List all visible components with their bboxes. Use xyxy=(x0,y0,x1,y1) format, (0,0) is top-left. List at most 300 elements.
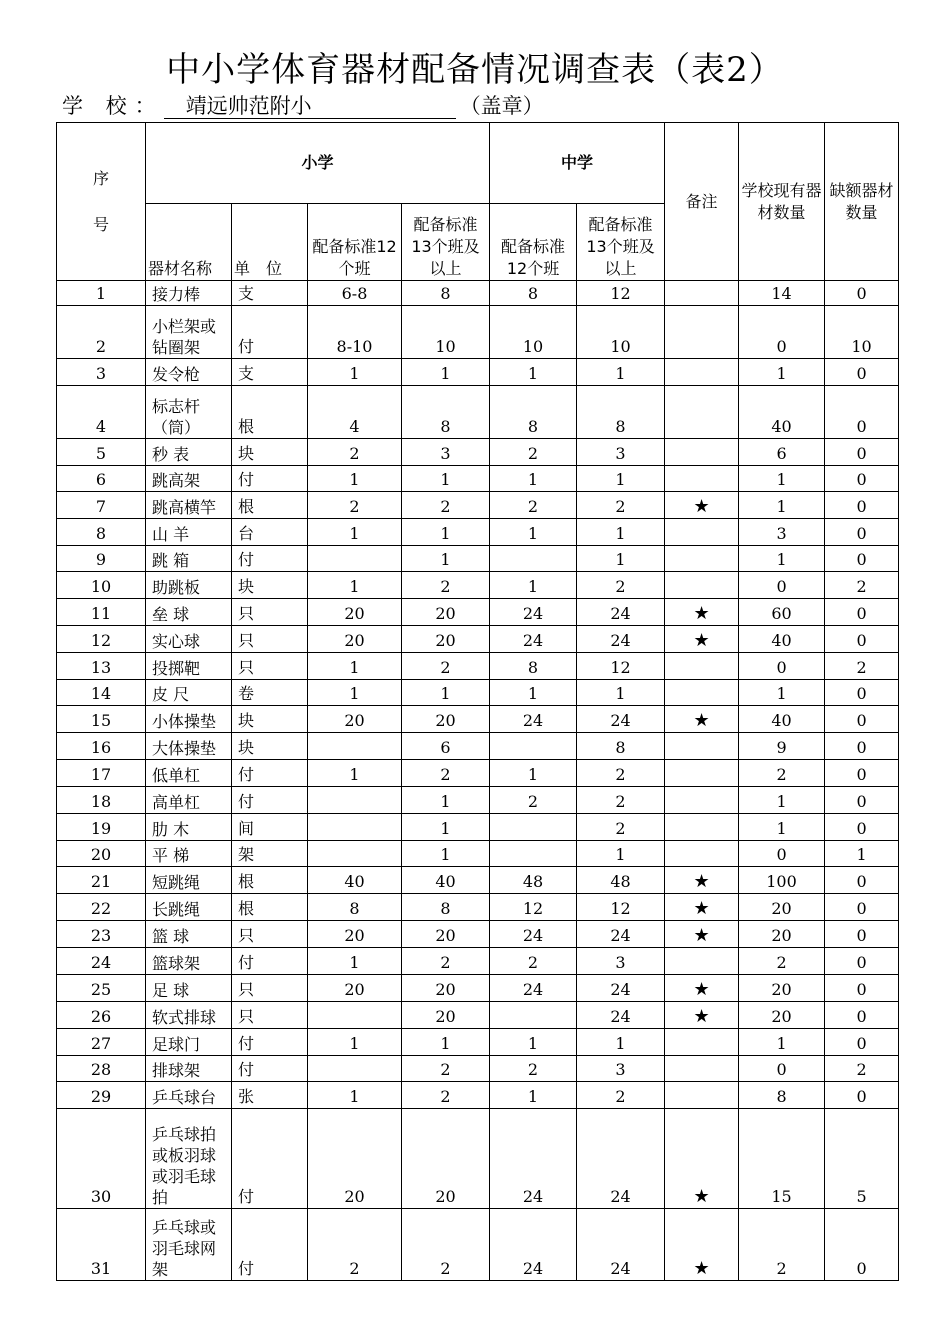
primary-std13-cell: 10 xyxy=(402,306,490,359)
existing-qty-cell: 0 xyxy=(739,653,825,680)
middle-std12-cell: 2 xyxy=(490,1056,577,1082)
middle-std13-cell: 24 xyxy=(577,1209,665,1281)
equipment-table xyxy=(56,122,899,1281)
existing-header: 学校现有器材数量 xyxy=(739,123,825,281)
unit-cell: 付 xyxy=(232,1209,308,1281)
existing-qty-cell: 1 xyxy=(739,492,825,519)
shortage-qty-cell: 0 xyxy=(825,706,899,733)
middle-std12-header: 配备标准12个班 xyxy=(490,204,577,281)
seq-cell: 17 xyxy=(57,760,146,787)
table-row xyxy=(57,1002,899,1029)
existing-qty-cell: 20 xyxy=(739,921,825,948)
equipment-name-cell xyxy=(146,439,232,466)
remark-cell xyxy=(665,975,739,1002)
seq-cell: 4 xyxy=(57,386,146,439)
shortage-qty-cell: 0 xyxy=(825,599,899,626)
table-row xyxy=(57,546,899,572)
unit-cell: 只 xyxy=(232,975,308,1002)
table-row xyxy=(57,466,899,492)
unit-cell: 付 xyxy=(232,760,308,787)
shortage-qty-cell: 10 xyxy=(825,306,899,359)
primary-std12-cell: 2 xyxy=(308,492,402,519)
existing-qty-cell: 3 xyxy=(739,519,825,546)
remark-cell xyxy=(665,546,739,572)
middle-std12-cell xyxy=(490,546,577,572)
shortage-qty-cell: 0 xyxy=(825,921,899,948)
seq-cell: 15 xyxy=(57,706,146,733)
equipment-name-cell xyxy=(146,733,232,760)
middle-std13-cell: 2 xyxy=(577,1082,665,1109)
middle-std13-cell: 3 xyxy=(577,948,665,975)
equipment-name: 高单杠 xyxy=(152,793,201,812)
equipment-name-cell xyxy=(146,572,232,599)
middle-std12-cell: 1 xyxy=(490,359,577,386)
existing-qty-cell: 0 xyxy=(739,1056,825,1082)
existing-qty-cell: 8 xyxy=(739,1082,825,1109)
primary-std13-cell: 1 xyxy=(402,841,490,867)
equipment-name-cell xyxy=(146,787,232,814)
primary-std13-cell: 40 xyxy=(402,867,490,894)
equipment-name-cell xyxy=(146,867,232,894)
remark-cell xyxy=(665,386,739,439)
primary-std12-cell: 20 xyxy=(308,975,402,1002)
equipment-name: 跳 箱 xyxy=(152,551,190,570)
remark-cell xyxy=(665,1082,739,1109)
primary-std13-cell: 1 xyxy=(402,519,490,546)
primary-std12-cell xyxy=(308,1002,402,1029)
primary-std12-cell: 1 xyxy=(308,653,402,680)
unit-cell: 块 xyxy=(232,706,308,733)
middle-std12-cell: 2 xyxy=(490,787,577,814)
equipment-name: 跳高横竿 xyxy=(152,498,217,517)
remark-cell xyxy=(665,948,739,975)
unit-cell: 付 xyxy=(232,787,308,814)
seq-cell: 25 xyxy=(57,975,146,1002)
existing-qty-cell: 1 xyxy=(739,359,825,386)
seal-note: （盖章） xyxy=(459,94,544,118)
equipment-name: 小栏架或钻圈架 xyxy=(152,317,217,357)
primary-std13-cell: 8 xyxy=(402,386,490,439)
equipment-name: 软式排球 xyxy=(152,1008,217,1027)
middle-std12-cell: 1 xyxy=(490,572,577,599)
existing-qty-cell: 0 xyxy=(739,572,825,599)
shortage-qty-cell: 0 xyxy=(825,492,899,519)
remark-cell xyxy=(665,733,739,760)
shortage-qty-cell: 5 xyxy=(825,1109,899,1209)
primary-std13-cell: 1 xyxy=(402,680,490,706)
middle-std13-cell: 24 xyxy=(577,706,665,733)
existing-qty-cell: 0 xyxy=(739,306,825,359)
seq-cell: 3 xyxy=(57,359,146,386)
remark-cell xyxy=(665,519,739,546)
shortage-qty-cell: 0 xyxy=(825,733,899,760)
unit-cell: 块 xyxy=(232,572,308,599)
remark-cell xyxy=(665,760,739,787)
middle-std13-cell: 8 xyxy=(577,386,665,439)
primary-std13-cell: 2 xyxy=(402,492,490,519)
equipment-name: 发令枪 xyxy=(152,365,201,384)
middle-std13-cell: 24 xyxy=(577,975,665,1002)
primary-std12-cell: 6-8 xyxy=(308,281,402,306)
primary-header: 小学 xyxy=(146,123,490,204)
middle-std13-cell: 3 xyxy=(577,439,665,466)
primary-std13-cell: 8 xyxy=(402,894,490,921)
unit-cell: 张 xyxy=(232,1082,308,1109)
unit-cell: 根 xyxy=(232,386,308,439)
table-row xyxy=(57,760,899,787)
middle-std12-cell: 24 xyxy=(490,1209,577,1281)
equipment-name: 实心球 xyxy=(152,632,201,651)
shortage-qty-cell: 0 xyxy=(825,626,899,653)
equipment-name-cell xyxy=(146,1109,232,1209)
existing-qty-cell: 15 xyxy=(739,1109,825,1209)
middle-std13-cell: 24 xyxy=(577,626,665,653)
middle-std13-cell: 24 xyxy=(577,1002,665,1029)
primary-std13-cell: 20 xyxy=(402,1109,490,1209)
primary-std12-cell xyxy=(308,787,402,814)
middle-std13-cell: 1 xyxy=(577,519,665,546)
name-header: 器材名称 xyxy=(146,204,232,281)
shortage-qty-cell: 0 xyxy=(825,1082,899,1109)
equipment-name-cell xyxy=(146,680,232,706)
table-row xyxy=(57,706,899,733)
existing-qty-cell: 1 xyxy=(739,787,825,814)
equipment-name-cell xyxy=(146,1209,232,1281)
equipment-name: 小体操垫 xyxy=(152,712,217,731)
existing-qty-cell: 100 xyxy=(739,867,825,894)
existing-qty-cell: 20 xyxy=(739,894,825,921)
unit-header: 单 位 xyxy=(232,204,308,281)
equipment-name-cell xyxy=(146,281,232,306)
existing-qty-cell: 20 xyxy=(739,1002,825,1029)
primary-std12-cell: 1 xyxy=(308,572,402,599)
primary-std12-cell xyxy=(308,814,402,841)
remark-cell xyxy=(665,680,739,706)
shortage-qty-cell: 1 xyxy=(825,841,899,867)
table-row xyxy=(57,1109,899,1209)
remark-cell xyxy=(665,706,739,733)
unit-cell: 只 xyxy=(232,1002,308,1029)
primary-std13-cell: 1 xyxy=(402,814,490,841)
shortage-header: 缺额器材数量 xyxy=(825,123,899,281)
seq-cell: 8 xyxy=(57,519,146,546)
primary-std12-cell: 1 xyxy=(308,948,402,975)
equipment-name-cell xyxy=(146,492,232,519)
middle-std12-cell: 2 xyxy=(490,439,577,466)
primary-std13-cell: 2 xyxy=(402,1209,490,1281)
shortage-qty-cell: 0 xyxy=(825,1209,899,1281)
middle-std12-cell: 2 xyxy=(490,492,577,519)
remark-cell xyxy=(665,466,739,492)
remark-cell xyxy=(665,867,739,894)
middle-std13-cell: 2 xyxy=(577,787,665,814)
remark-header: 备注 xyxy=(665,123,739,281)
unit-cell: 架 xyxy=(232,841,308,867)
existing-qty-cell: 40 xyxy=(739,386,825,439)
equipment-name-cell xyxy=(146,1002,232,1029)
middle-std12-cell xyxy=(490,733,577,760)
star-icon: ★ xyxy=(693,871,710,892)
existing-qty-cell: 2 xyxy=(739,1209,825,1281)
unit-cell: 支 xyxy=(232,359,308,386)
seq-cell: 29 xyxy=(57,1082,146,1109)
equipment-name: 山 羊 xyxy=(152,525,190,544)
remark-cell xyxy=(665,841,739,867)
table-row xyxy=(57,626,899,653)
equipment-name: 长跳绳 xyxy=(152,900,201,919)
shortage-qty-cell: 0 xyxy=(825,386,899,439)
table-row xyxy=(57,281,899,306)
existing-qty-cell: 1 xyxy=(739,680,825,706)
unit-cell: 只 xyxy=(232,653,308,680)
primary-std13-cell: 20 xyxy=(402,921,490,948)
equipment-name-cell xyxy=(146,599,232,626)
unit-cell: 只 xyxy=(232,599,308,626)
seq-cell: 14 xyxy=(57,680,146,706)
middle-std13-cell: 3 xyxy=(577,1056,665,1082)
middle-std12-cell: 8 xyxy=(490,653,577,680)
existing-qty-cell: 2 xyxy=(739,760,825,787)
equipment-name-cell xyxy=(146,1082,232,1109)
middle-std13-cell: 1 xyxy=(577,680,665,706)
equipment-name: 短跳绳 xyxy=(152,873,201,892)
table-row xyxy=(57,306,899,359)
equipment-name: 投掷靶 xyxy=(152,659,201,678)
seq-cell: 26 xyxy=(57,1002,146,1029)
table-row xyxy=(57,867,899,894)
star-icon: ★ xyxy=(693,1258,710,1279)
equipment-name-cell xyxy=(146,546,232,572)
equipment-name-cell xyxy=(146,653,232,680)
table-row xyxy=(57,814,899,841)
middle-std12-cell: 1 xyxy=(490,519,577,546)
unit-cell: 根 xyxy=(232,492,308,519)
remark-cell xyxy=(665,626,739,653)
shortage-qty-cell: 0 xyxy=(825,359,899,386)
existing-qty-cell: 1 xyxy=(739,466,825,492)
remark-cell xyxy=(665,894,739,921)
existing-qty-cell: 9 xyxy=(739,733,825,760)
seq-cell: 2 xyxy=(57,306,146,359)
seq-cell: 11 xyxy=(57,599,146,626)
remark-cell xyxy=(665,1109,739,1209)
middle-std13-cell: 2 xyxy=(577,814,665,841)
existing-qty-cell: 2 xyxy=(739,948,825,975)
seq-cell: 10 xyxy=(57,572,146,599)
school-line xyxy=(62,92,544,120)
middle-std12-cell: 12 xyxy=(490,894,577,921)
primary-std13-cell: 6 xyxy=(402,733,490,760)
existing-qty-cell: 1 xyxy=(739,546,825,572)
remark-cell xyxy=(665,572,739,599)
middle-std12-cell: 1 xyxy=(490,1082,577,1109)
primary-std12-cell: 1 xyxy=(308,466,402,492)
seq-cell: 13 xyxy=(57,653,146,680)
primary-std13-cell: 2 xyxy=(402,948,490,975)
equipment-name-cell xyxy=(146,706,232,733)
middle-std13-cell: 2 xyxy=(577,760,665,787)
shortage-qty-cell: 0 xyxy=(825,894,899,921)
unit-cell: 卷 xyxy=(232,680,308,706)
primary-std12-cell: 1 xyxy=(308,680,402,706)
remark-cell xyxy=(665,814,739,841)
table-row xyxy=(57,492,899,519)
seq-cell: 31 xyxy=(57,1209,146,1281)
shortage-qty-cell: 0 xyxy=(825,281,899,306)
primary-std13-cell: 20 xyxy=(402,1002,490,1029)
seq-cell: 30 xyxy=(57,1109,146,1209)
seq-header xyxy=(57,123,146,281)
middle-std12-cell: 10 xyxy=(490,306,577,359)
primary-std12-cell: 8 xyxy=(308,894,402,921)
remark-cell xyxy=(665,1002,739,1029)
primary-std12-header: 配备标准12个班 xyxy=(308,204,402,281)
equipment-name: 助跳板 xyxy=(152,578,201,597)
equipment-name: 垒 球 xyxy=(152,605,190,624)
middle-std13-cell: 24 xyxy=(577,1109,665,1209)
unit-cell: 块 xyxy=(232,439,308,466)
seq-header-bottom: 号 xyxy=(92,214,109,234)
equipment-name: 皮 尺 xyxy=(152,685,190,704)
shortage-qty-cell: 0 xyxy=(825,1002,899,1029)
unit-cell: 付 xyxy=(232,306,308,359)
middle-std12-cell: 8 xyxy=(490,281,577,306)
middle-std13-cell: 12 xyxy=(577,894,665,921)
table-row xyxy=(57,519,899,546)
equipment-name: 肋 木 xyxy=(152,820,190,839)
middle-std13-cell: 1 xyxy=(577,841,665,867)
primary-std13-cell: 2 xyxy=(402,1056,490,1082)
existing-qty-cell: 40 xyxy=(739,706,825,733)
star-icon: ★ xyxy=(693,1186,710,1207)
seq-cell: 20 xyxy=(57,841,146,867)
table-row xyxy=(57,359,899,386)
primary-std12-cell: 1 xyxy=(308,359,402,386)
primary-std13-cell: 20 xyxy=(402,706,490,733)
table-row xyxy=(57,1056,899,1082)
shortage-qty-cell: 0 xyxy=(825,867,899,894)
equipment-name: 大体操垫 xyxy=(152,739,217,758)
primary-std13-cell: 8 xyxy=(402,281,490,306)
table-row xyxy=(57,787,899,814)
seq-cell: 22 xyxy=(57,894,146,921)
equipment-name-cell xyxy=(146,760,232,787)
star-icon: ★ xyxy=(693,1006,710,1027)
table-row xyxy=(57,572,899,599)
primary-std13-cell: 20 xyxy=(402,599,490,626)
middle-std13-cell: 48 xyxy=(577,867,665,894)
table-row xyxy=(57,948,899,975)
seq-cell: 28 xyxy=(57,1056,146,1082)
middle-std13-cell: 2 xyxy=(577,492,665,519)
equipment-name-cell xyxy=(146,1029,232,1056)
existing-qty-cell: 0 xyxy=(739,841,825,867)
table-row xyxy=(57,386,899,439)
middle-std12-cell: 48 xyxy=(490,867,577,894)
equipment-name: 足球门 xyxy=(152,1035,201,1054)
primary-std12-cell: 1 xyxy=(308,1029,402,1056)
equipment-name-cell xyxy=(146,519,232,546)
shortage-qty-cell: 0 xyxy=(825,519,899,546)
middle-std12-cell: 1 xyxy=(490,466,577,492)
unit-cell: 根 xyxy=(232,867,308,894)
existing-qty-cell: 1 xyxy=(739,1029,825,1056)
shortage-qty-cell: 0 xyxy=(825,680,899,706)
equipment-name: 排球架 xyxy=(152,1061,201,1080)
table-row xyxy=(57,1082,899,1109)
seq-cell: 23 xyxy=(57,921,146,948)
primary-std13-cell: 2 xyxy=(402,653,490,680)
shortage-qty-cell: 2 xyxy=(825,1056,899,1082)
shortage-qty-cell: 0 xyxy=(825,439,899,466)
shortage-qty-cell: 0 xyxy=(825,760,899,787)
equipment-name: 乒乓球台 xyxy=(152,1088,217,1107)
existing-qty-cell: 14 xyxy=(739,281,825,306)
equipment-name-cell xyxy=(146,975,232,1002)
equipment-name-cell xyxy=(146,359,232,386)
table-body xyxy=(57,281,899,1281)
table-row xyxy=(57,841,899,867)
primary-std12-cell: 20 xyxy=(308,921,402,948)
table-row xyxy=(57,733,899,760)
unit-cell: 付 xyxy=(232,1056,308,1082)
table-row xyxy=(57,599,899,626)
primary-std13-cell: 1 xyxy=(402,1029,490,1056)
remark-cell xyxy=(665,653,739,680)
equipment-name: 篮球架 xyxy=(152,954,201,973)
school-name-field[interactable]: 靖远帅范附小 xyxy=(164,94,456,119)
primary-std13-cell: 2 xyxy=(402,572,490,599)
unit-cell: 只 xyxy=(232,921,308,948)
middle-std12-cell: 24 xyxy=(490,599,577,626)
remark-cell xyxy=(665,359,739,386)
star-icon: ★ xyxy=(693,710,710,731)
seq-cell: 12 xyxy=(57,626,146,653)
primary-std13-cell: 1 xyxy=(402,546,490,572)
remark-cell xyxy=(665,439,739,466)
existing-qty-cell: 1 xyxy=(739,814,825,841)
middle-std13-cell: 1 xyxy=(577,1029,665,1056)
table-row xyxy=(57,1029,899,1056)
primary-std12-cell: 2 xyxy=(308,1209,402,1281)
table-row xyxy=(57,975,899,1002)
primary-std12-cell: 20 xyxy=(308,599,402,626)
primary-std12-cell xyxy=(308,841,402,867)
middle-std13-cell: 10 xyxy=(577,306,665,359)
remark-cell xyxy=(665,787,739,814)
middle-std13-header: 配备标准13个班及以上 xyxy=(577,204,665,281)
equipment-name: 乒乓球拍或板羽球或羽毛球拍 xyxy=(152,1125,217,1207)
shortage-qty-cell: 0 xyxy=(825,975,899,1002)
equipment-name-cell xyxy=(146,894,232,921)
star-icon: ★ xyxy=(693,603,710,624)
equipment-name-cell xyxy=(146,1056,232,1082)
unit-cell: 只 xyxy=(232,626,308,653)
seq-header-top: 序 xyxy=(92,168,109,188)
primary-std13-cell: 1 xyxy=(402,359,490,386)
seq-cell: 27 xyxy=(57,1029,146,1056)
equipment-name: 足 球 xyxy=(152,981,190,1000)
remark-cell xyxy=(665,599,739,626)
seq-cell: 9 xyxy=(57,546,146,572)
remark-cell xyxy=(665,306,739,359)
primary-std13-cell: 2 xyxy=(402,1082,490,1109)
table-row xyxy=(57,680,899,706)
middle-std12-cell: 1 xyxy=(490,680,577,706)
table-row xyxy=(57,439,899,466)
primary-std12-cell: 2 xyxy=(308,439,402,466)
middle-std12-cell: 8 xyxy=(490,386,577,439)
